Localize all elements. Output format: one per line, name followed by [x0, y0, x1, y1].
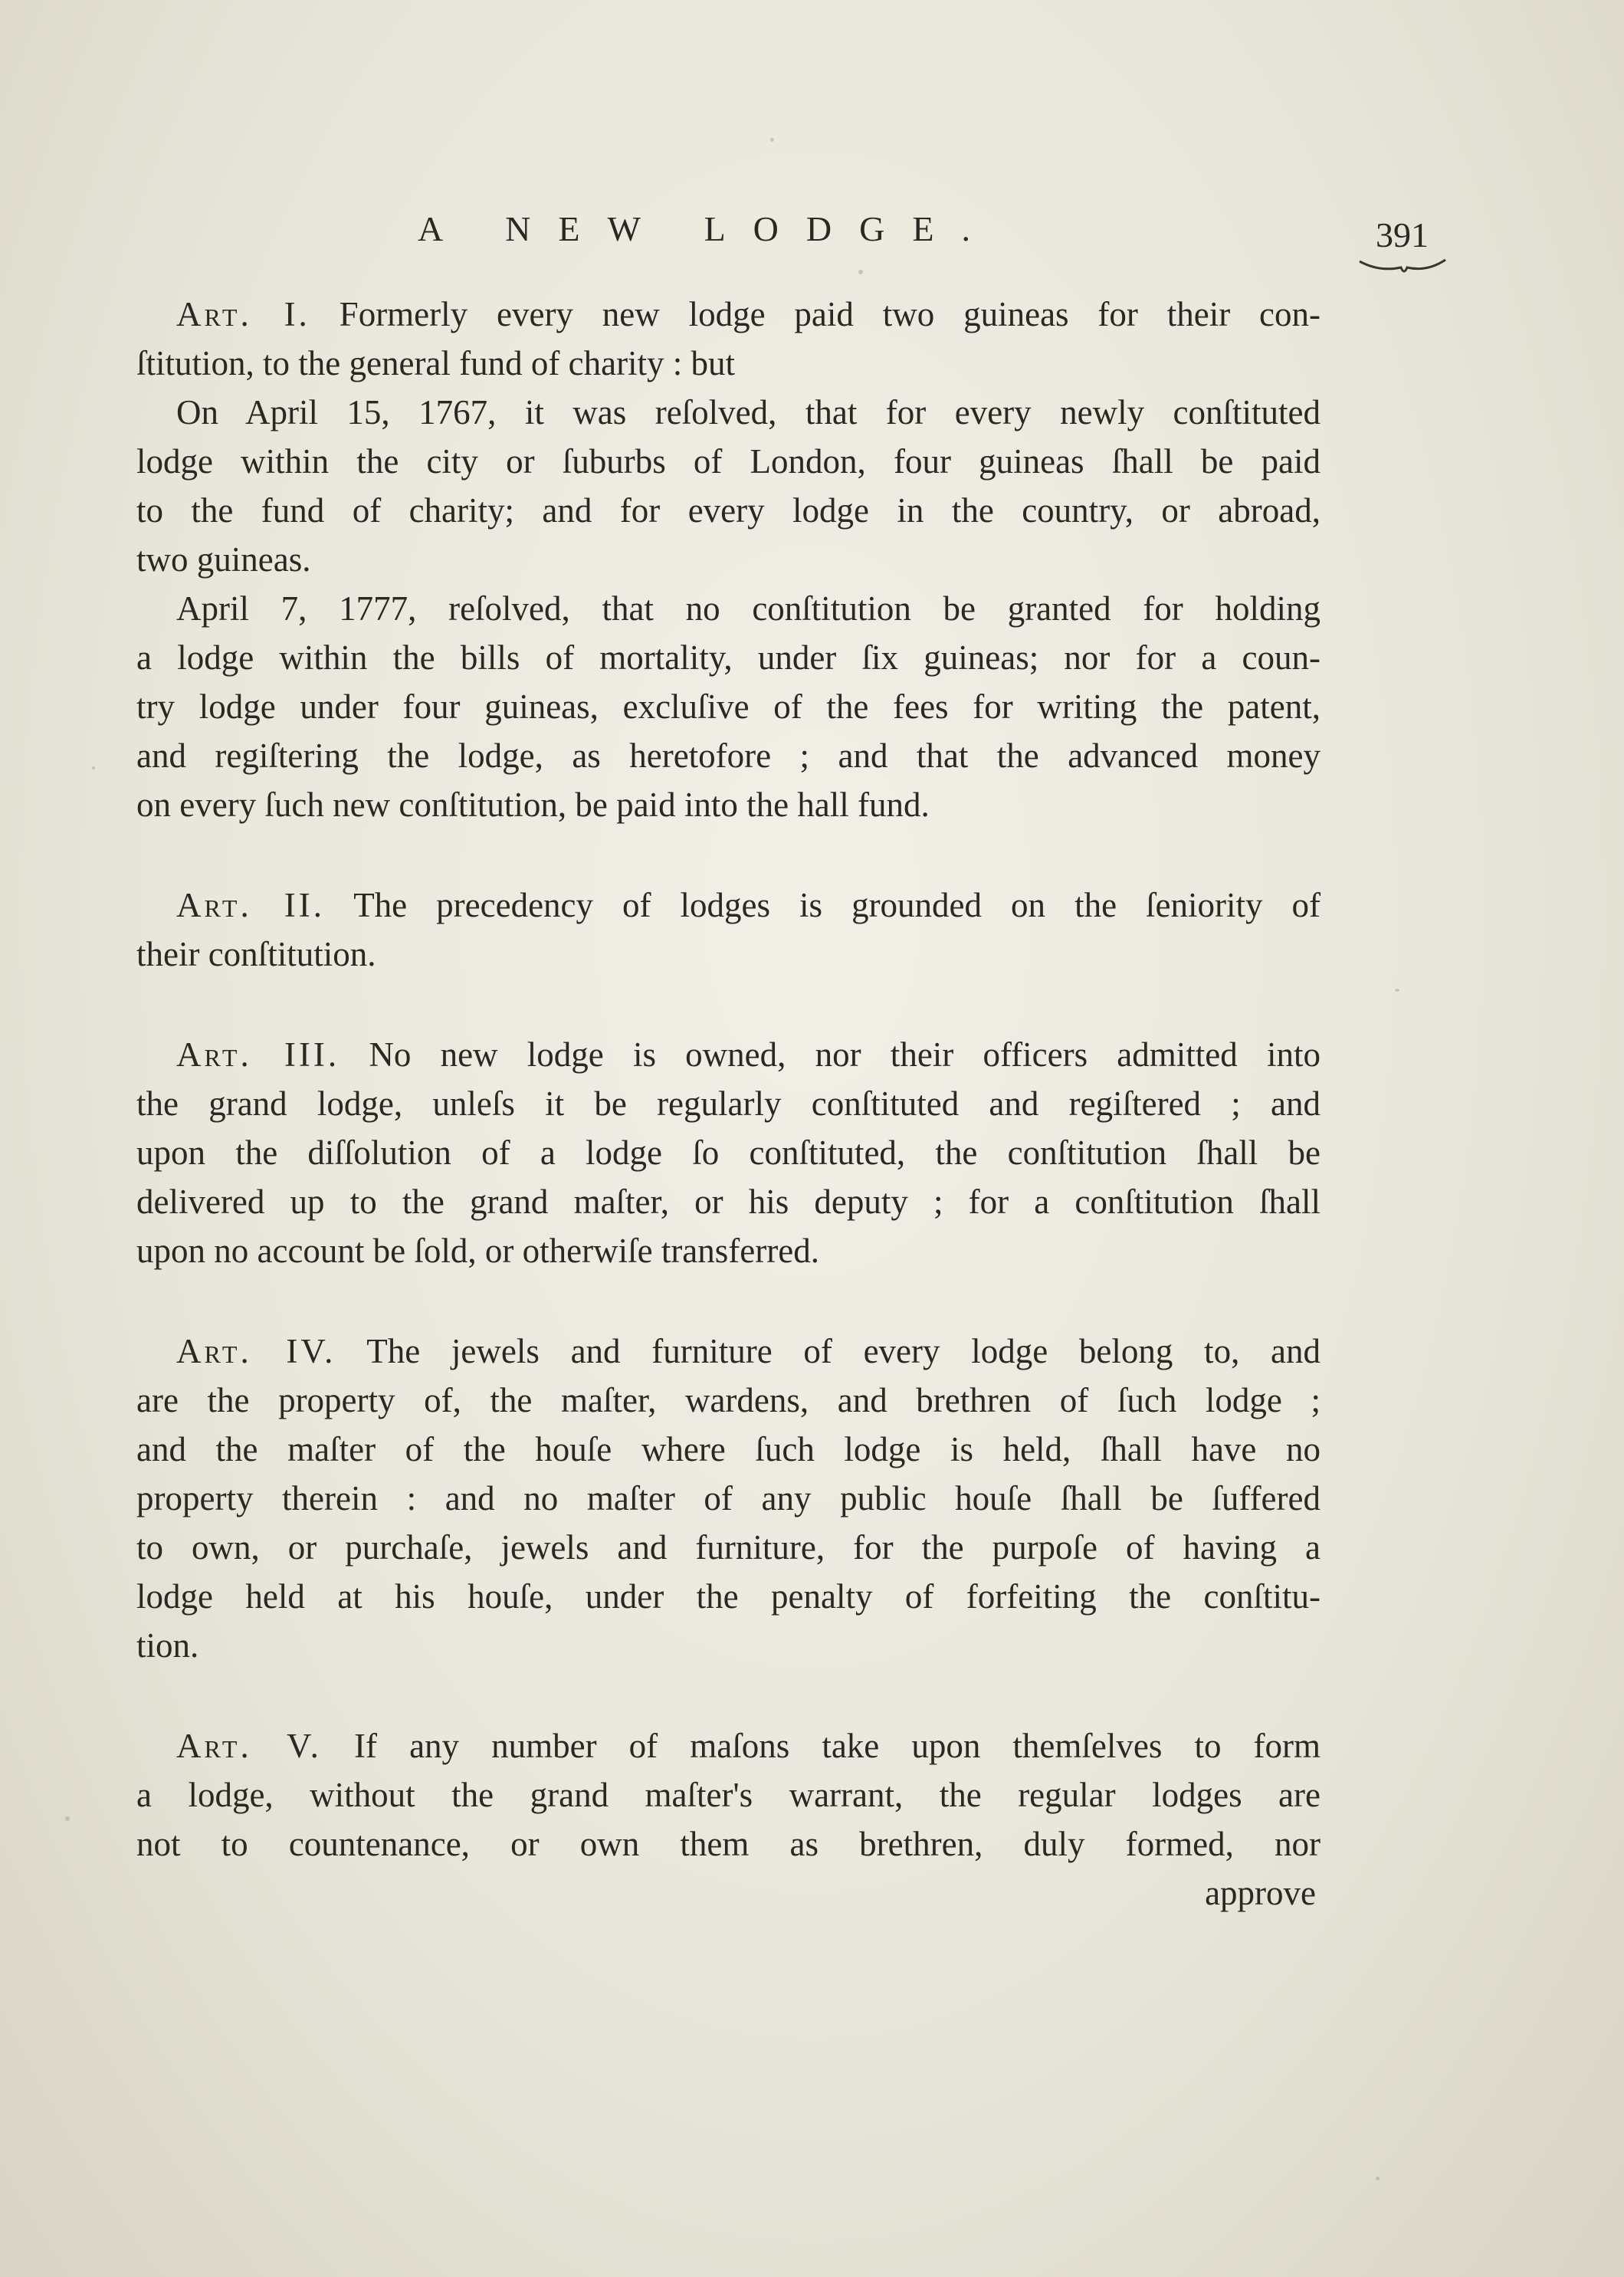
- article-1-line-3: On April 15, 1767, it was reſolved, that for every newly conſtituted: [176, 393, 1321, 431]
- folio-flourish-icon: [1357, 257, 1448, 277]
- running-title: A NEW LODGE.: [418, 209, 998, 248]
- article-5-line-1: [136, 1721, 1321, 1770]
- paragraph-gap: [136, 829, 1321, 881]
- paper-speck: [65, 1816, 70, 1821]
- paragraph-gap: [136, 979, 1321, 1030]
- article-1-line-1: [136, 290, 1321, 339]
- paper-speck: [1395, 989, 1399, 992]
- article-5-line-1-rest: If any number of maſons take upon themſelves to form: [354, 1727, 1321, 1765]
- article-3-line-1-rest: No new lodge is owned, nor their officers admitted into: [369, 1035, 1321, 1074]
- article-4-line-6: lodge held at his houſe, under the penalty of forfeiting the conſtitu-: [136, 1577, 1321, 1616]
- article-4-line-1: [136, 1327, 1321, 1376]
- article-1-line-2: ſtitution, to the general fund of charity : but: [136, 344, 736, 382]
- paper-speck: [1376, 2177, 1380, 2180]
- article-3-line-2: the grand lodge, unleſs it be regularly conſtituted and regiſtered ; and: [136, 1084, 1321, 1123]
- article-4-line-3: and the maſter of the houſe where ſuch lodge is held, ſhall have no: [136, 1430, 1321, 1468]
- article-1-line-7: April 7, 1777, reſolved, that no conſtitution be granted for holding: [176, 589, 1321, 628]
- article-2-line-2: their conſtitution.: [136, 935, 376, 973]
- article-1-line-10: and regiſtering the lodge, as heretofore ; and that the advanced money: [136, 737, 1321, 775]
- article-5-line-2: a lodge, without the grand maſter's warrant, the regular lodges are: [136, 1776, 1321, 1814]
- article-3-line-5: upon no account be ſold, or otherwiſe transferred.: [136, 1232, 819, 1270]
- paper-speck: [858, 270, 863, 274]
- article-4-label: Art. IV.: [176, 1332, 336, 1370]
- article-4-line-7: tion.: [136, 1626, 199, 1665]
- article-3-line-4: delivered up to the grand maſter, or his deputy ; for a conſtitution ſhall: [136, 1183, 1321, 1221]
- paragraph-gap: [136, 1275, 1321, 1327]
- article-5-label: Art. V.: [176, 1727, 322, 1765]
- paragraph-gap: [136, 1670, 1321, 1721]
- paper-speck: [770, 138, 774, 142]
- body-text: [136, 290, 1321, 1918]
- article-4-line-2: are the property of, the maſter, wardens, and brethren of ſuch lodge ;: [136, 1381, 1321, 1419]
- article-4-line-4: property therein : and no maſter of any public houſe ſhall be ſuffered: [136, 1479, 1321, 1517]
- article-4-line-5: to own, or purchaſe, jewels and furniture, for the purpoſe of having a: [136, 1528, 1321, 1567]
- article-3-label: Art. III.: [176, 1035, 340, 1074]
- paper-speck: [92, 766, 95, 769]
- article-1-line-4: lodge within the city or ſuburbs of London, four guineas ſhall be paid: [136, 442, 1321, 481]
- article-5-line-3: not to countenance, or own them as brethren, duly formed, nor: [136, 1825, 1321, 1863]
- page-number: 391: [1376, 215, 1429, 254]
- article-2-label: Art. II.: [176, 886, 325, 924]
- article-4-line-1-rest: The jewels and furniture of every lodge belong to, and: [366, 1332, 1321, 1370]
- article-1-line-8: a lodge within the bills of mortality, under ſix guineas; nor for a coun-: [136, 638, 1321, 677]
- article-1-line-9: try lodge under four guineas, excluſive of the fees for writing the patent,: [136, 687, 1321, 726]
- article-1-line-1-rest: Formerly every new lodge paid two guineas for their con-: [339, 295, 1321, 333]
- article-3-line-3: upon the diſſolution of a lodge ſo conſtituted, the conſtitution ſhall be: [136, 1134, 1321, 1172]
- article-1-line-6: two guineas.: [136, 540, 311, 579]
- article-1-line-11: on every ſuch new conſtitution, be paid into the hall fund.: [136, 786, 930, 824]
- article-2-line-1-rest: The precedency of lodges is grounded on the ſeniority of: [353, 886, 1321, 924]
- article-2-line-1: [136, 881, 1321, 930]
- article-1-line-5: to the fund of charity; and for every lodge in the country, or abroad,: [136, 491, 1321, 530]
- catchword: approve: [1205, 1874, 1316, 1912]
- article-3-line-1: [136, 1030, 1321, 1079]
- article-1-label: Art. I.: [176, 295, 310, 333]
